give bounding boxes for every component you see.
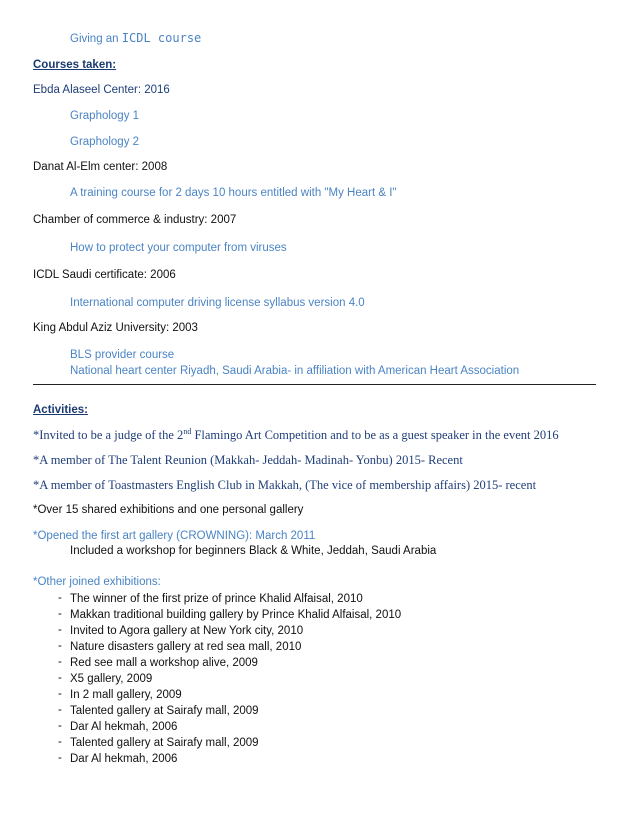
icdl-prefix: Giving an [70,33,119,45]
activity-gallery-title: *Opened the first art gallery (CROWNING): March 2011 [33,530,316,542]
list-item: Dar Al hekmah, 2006 [70,753,178,765]
activity-judge-before: *Invited to be a judge of the 2 [33,428,184,442]
course-item: Graphology 1 [70,110,140,122]
course-item: A training course for 2 days 10 hours entitled with "My Heart & I" [70,187,397,199]
activity-talent: *A member of The Talent Reunion (Makkah- Jeddah- Madinah- Yonbu) 2015- Recent [33,453,463,467]
course-item: How to protect your computer from viruses [70,242,287,254]
activities-heading: Activities: [33,404,88,416]
list-item: In 2 mall gallery, 2009 [70,689,182,701]
list-bullet: - [58,608,62,620]
list-item: Makkan traditional building gallery by Prince Khalid Alfaisal, 2010 [70,609,402,621]
list-item: Talented gallery at Sairafy mall, 2009 [70,737,259,749]
list-bullet: - [58,640,62,652]
icdl-course-line [70,31,201,46]
list-item: The winner of the first prize of prince Khalid Alfaisal, 2010 [70,593,363,605]
activity-judge-sup: nd [183,426,192,436]
list-item: Red see mall a workshop alive, 2009 [70,657,258,669]
list-bullet: - [58,688,62,700]
list-bullet: - [58,592,62,604]
course-org: Ebda Alaseel Center: 2016 [33,84,170,96]
activity-other-title: *Other joined exhibitions: [33,576,161,588]
course-item: BLS provider course [70,349,175,361]
list-bullet: - [58,624,62,636]
list-item: X5 gallery, 2009 [70,673,153,685]
course-org: ICDL Saudi certificate: 2006 [33,269,176,281]
course-item: Graphology 2 [70,136,140,148]
activity-judge-after: Flamingo Art Competition and to be as a guest speaker in the event 2016 [191,428,559,442]
course-org: Danat Al-Elm center: 2008 [33,161,168,173]
course-org: Chamber of commerce & industry: 2007 [33,214,237,226]
list-bullet: - [58,656,62,668]
icdl-name: ICDL course [121,31,202,45]
list-bullet: - [58,720,62,732]
course-item: International computer driving license syllabus version 4.0 [70,297,365,309]
list-bullet: - [58,672,62,684]
list-bullet: - [58,752,62,764]
list-bullet: - [58,736,62,748]
list-item: Dar Al hekmah, 2006 [70,721,178,733]
activity-toastmasters: *A member of Toastmasters English Club in Makkah, (The vice of membership affairs) 2015- recent [33,478,537,492]
courses-heading: Courses taken: [33,59,117,71]
activity-exhibitions: *Over 15 shared exhibitions and one personal gallery [33,504,304,516]
list-item: Invited to Agora gallery at New York city, 2010 [70,625,304,637]
course-org: King Abdul Aziz University: 2003 [33,322,198,334]
section-divider [33,384,596,385]
activity-gallery-detail: Included a workshop for beginners Black & White, Jeddah, Saudi Arabia [70,545,437,557]
activity-judge [33,428,559,442]
course-item: National heart center Riyadh, Saudi Arabia- in affiliation with American Heart Association [70,365,520,377]
list-item: Talented gallery at Sairafy mall, 2009 [70,705,259,717]
list-bullet: - [58,704,62,716]
list-item: Nature disasters gallery at red sea mall, 2010 [70,641,302,653]
